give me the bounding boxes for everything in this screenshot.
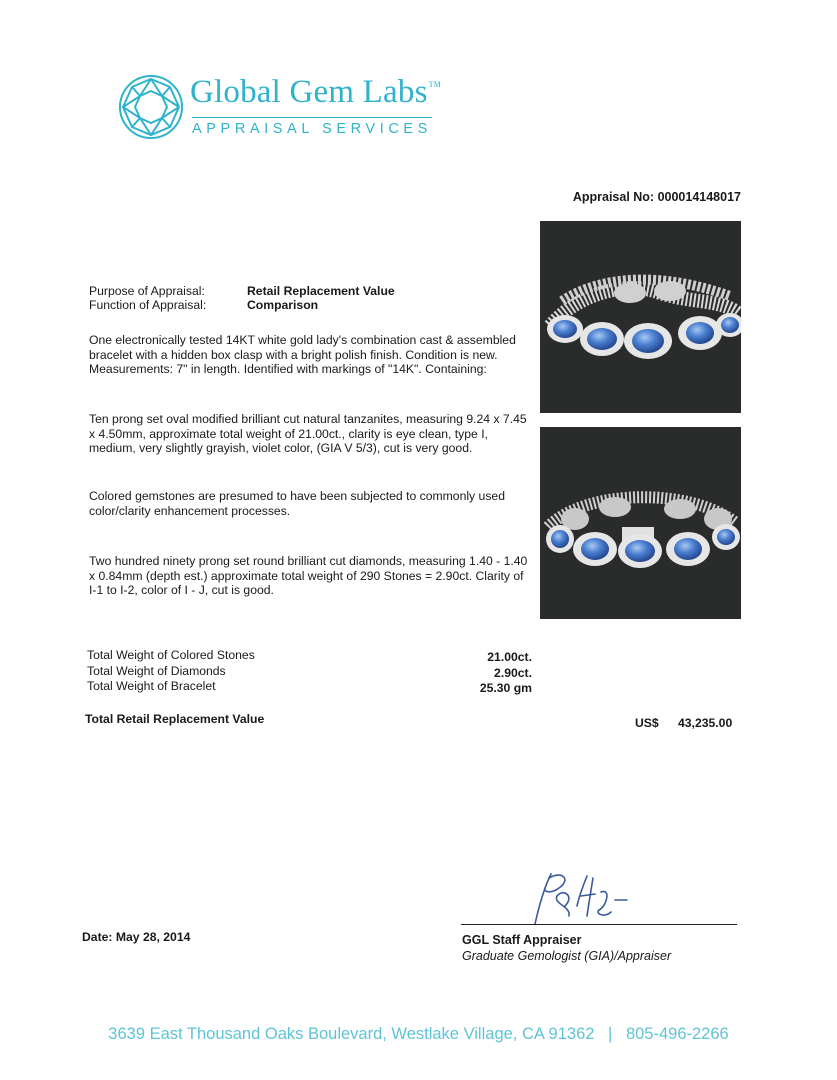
purpose-label: Purpose of Appraisal: [89,284,205,298]
retail-amount: 43,235.00 [678,716,733,730]
function-row [89,298,395,312]
totals-values [480,650,532,697]
brand-name [190,74,441,111]
function-label: Function of Appraisal: [89,298,207,312]
footer-address: 3639 East Thousand Oaks Boulevard, Westlake Village, CA 91362 [108,1025,595,1043]
purpose-value: Retail Replacement Value [247,284,395,298]
footer [0,1025,837,1044]
bracelet-label: Total Weight of Bracelet [87,679,216,693]
brand-subtitle: APPRAISAL SERVICES [192,121,432,137]
signature-line [461,924,737,925]
bracelet-value: 25.30 gm [479,681,532,695]
retail-currency: US$ [635,716,659,730]
colored-stones-label: Total Weight of Colored Stones [87,648,255,662]
colored-stones-value: 21.00ct. [487,650,532,664]
totals-labels [87,648,255,695]
diamonds-value: 2.90ct. [494,665,532,680]
trademark-mark: TM [428,80,442,89]
enhancement-paragraph: Colored gemstones are presumed to have been subjected to commonly used color/clarity enhancement processes. [89,489,505,518]
purpose-row [89,284,395,298]
diamond-paragraph: Two hundred ninety prong set round brilliant cut diamonds, measuring 1.40 - 1.40 x 0.84mm (depth est.) approximate total weight of 290 Stones = 2.90ct. Clarity of I-1 to I-2, color of I - J, cut is good. [89,554,528,597]
handwritten-signature [515,866,645,928]
bracelet-photo-top [540,221,741,413]
tanzanite-paragraph: Ten prong set oval modified brilliant cut natural tanzanites, measuring 9.24 x 7.45 x 4.50mm, approximate total weight of 21.00ct., clarity is eye clean, type I, medium, very slightly grayish, violet color, (GIA V 5/3), cut is very good. [89,412,527,455]
diamonds-label: Total Weight of Diamonds [87,663,226,678]
appraisal-date: Date: May 28, 2014 [82,930,191,944]
footer-separator: | [608,1025,613,1043]
appraisal-number: Appraisal No: 000014148017 [572,190,741,204]
function-value: Comparison [247,298,319,312]
appraiser-title: GGL Staff Appraiser [462,933,582,947]
brand-divider [192,117,432,118]
description-paragraph: One electronically tested 14KT white gold lady's combination cast & assembled bracelet with a hidden box clasp with a bright polish finish. Condition is new. Measurements: 7" in length. Identified with markings of "14K". Containing: [89,333,516,376]
appraiser-credentials: Graduate Gemologist (GIA)/Appraiser [462,949,672,963]
diamond-gem-icon [117,73,185,141]
bracelet-photo-bottom [540,427,741,619]
brand-name-text: Global Gem Labs [190,74,428,110]
footer-phone: 805-496-2266 [625,1025,729,1043]
purpose-block [89,284,395,312]
retail-value-label: Total Retail Replacement Value [85,712,265,726]
